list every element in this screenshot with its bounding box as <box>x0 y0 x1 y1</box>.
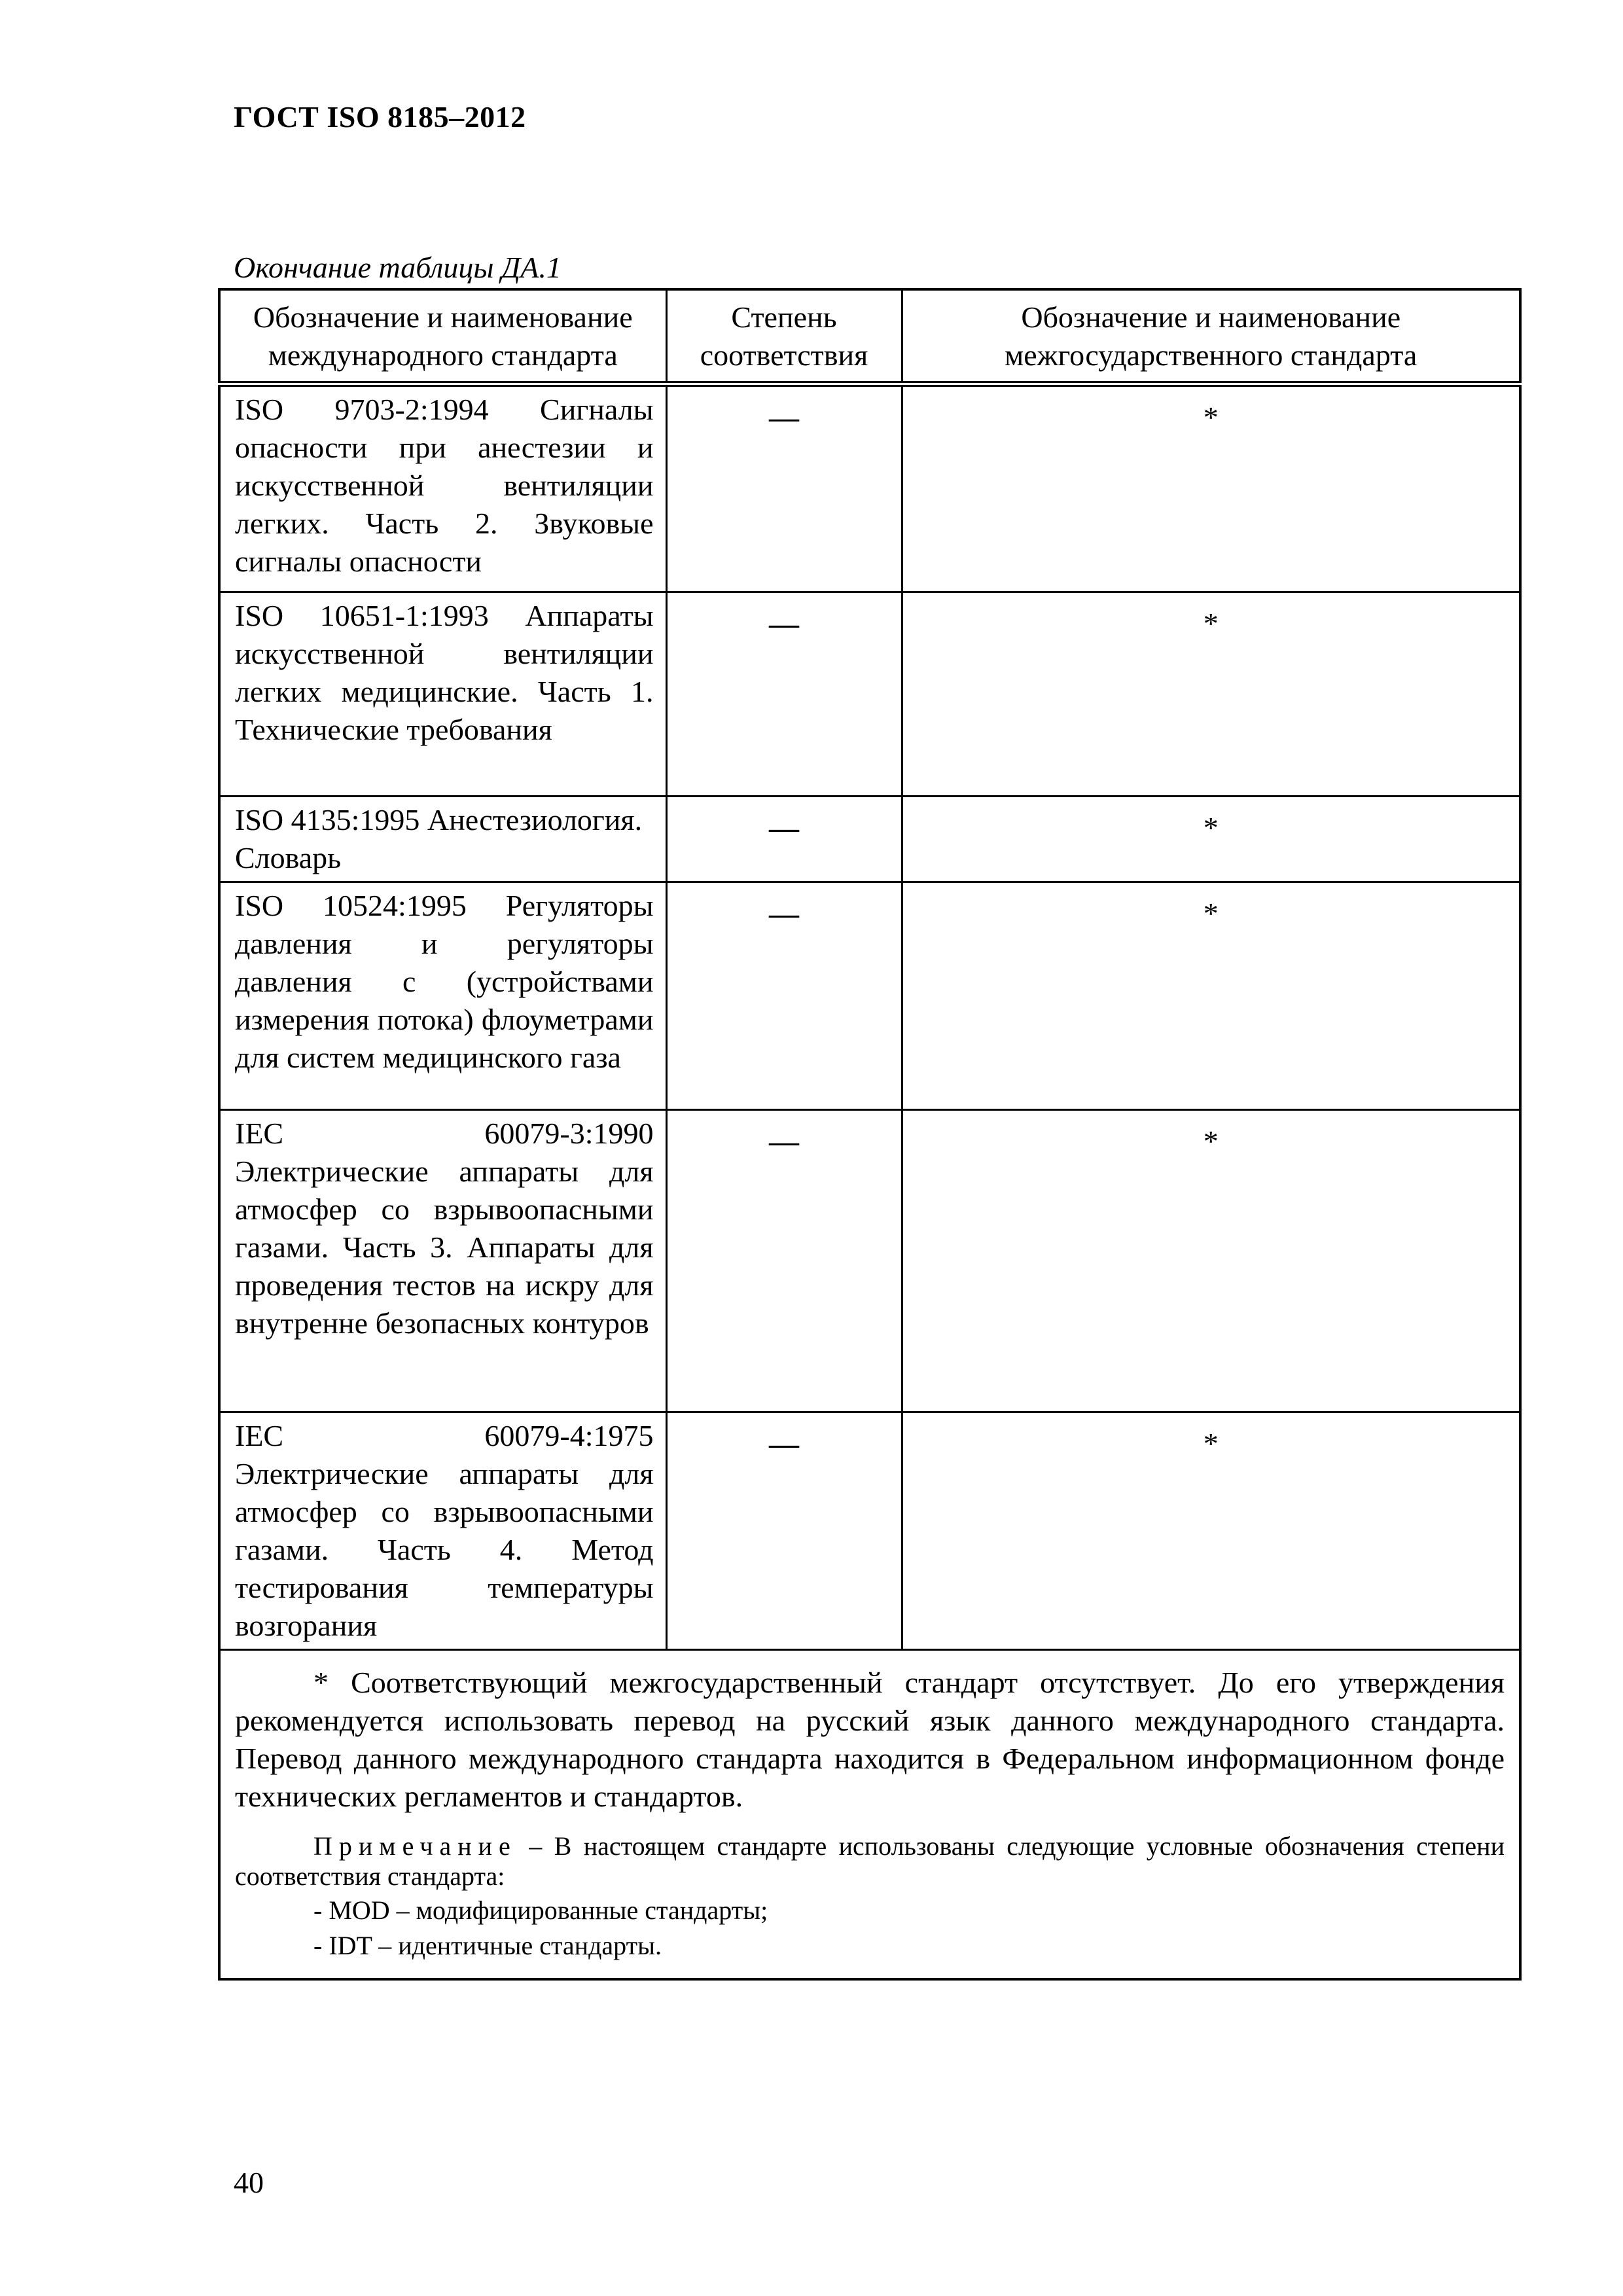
degree-dash: — <box>769 811 799 844</box>
standards-table <box>218 288 1522 1981</box>
page-number: 40 <box>234 2166 264 2199</box>
interstate-standard-cell: * <box>902 1412 1520 1650</box>
degree-dash: — <box>769 1124 799 1158</box>
interstate-standard-cell: * <box>902 592 1520 797</box>
note-item-idt: - IDT – идентичные стандарты. <box>313 1931 662 1960</box>
table-row <box>219 1110 1520 1412</box>
international-standard-cell: IEC 60079-3:1990 Электрические аппараты для атмосфер со взрывоопасными газами. Часть 3. Аппараты для проведения тестов на искру для внутренне безопасных контуров <box>219 1110 666 1412</box>
table-header-row <box>219 289 1520 384</box>
table-note <box>235 1831 1505 1892</box>
note-text: – В настоящем стандарте использованы следующие условные обозначения степени соответствия стандарта: <box>235 1831 1505 1891</box>
degree-dash: — <box>769 607 799 640</box>
table-row <box>219 797 1520 882</box>
table-row <box>219 592 1520 797</box>
table-row <box>219 384 1520 592</box>
international-standard-cell: ISO 10651-1:1993 Аппараты искусственной вентиляции легких медицинские. Часть 1. Технические требования <box>219 592 666 797</box>
degree-dash: — <box>769 897 799 930</box>
interstate-standard-cell: * <box>902 1110 1520 1412</box>
table-row <box>219 1412 1520 1650</box>
degree-dash: — <box>769 1427 799 1460</box>
international-standard-cell: ISO 9703-2:1994 Сигналы опасности при анестезии и искусственной вентиляции легких. Часть 2. Звуковые сигналы опасности <box>219 384 666 592</box>
interstate-standard-cell: * <box>902 384 1520 592</box>
note-label: Примечание <box>313 1831 517 1861</box>
table-row <box>219 882 1520 1110</box>
column-header-degree: Степень соответствия <box>666 289 902 384</box>
document-header: ГОСТ ISO 8185–2012 <box>234 100 526 134</box>
international-standard-cell: ISO 4135:1995 Анестезиология. Словарь <box>219 797 666 882</box>
degree-dash: — <box>769 401 799 434</box>
interstate-standard-cell: * <box>902 882 1520 1110</box>
table-footnote: * Соответствующий межгосударственный стандарт отсутствует. До его утверждения рекомендуется использовать перевод на русский язык данного международного стандарта. Перевод данного международного стандарта находится в Федеральном информационном фонде технических регламентов и стандартов. <box>235 1666 1505 1813</box>
interstate-standard-cell: * <box>902 797 1520 882</box>
table-notes-row <box>219 1650 1520 1980</box>
table-caption: Окончание таблицы ДА.1 <box>234 251 562 284</box>
standards-table-container <box>218 288 1519 1981</box>
international-standard-cell: ISO 10524:1995 Регуляторы давления и регуляторы давления с (устройствами измерения потока) флоуметрами для систем медицинского газа <box>219 882 666 1110</box>
column-header-international: Обозначение и наименование международного стандарта <box>219 289 666 384</box>
note-item-mod: - MOD – модифицированные стандарты; <box>313 1895 768 1925</box>
international-standard-cell: IEC 60079-4:1975 Электрические аппараты для атмосфер со взрывоопасными газами. Часть 4. Метод тестирования температуры возгорания <box>219 1412 666 1650</box>
column-header-interstate: Обозначение и наименование межгосударственного стандарта <box>902 289 1520 384</box>
